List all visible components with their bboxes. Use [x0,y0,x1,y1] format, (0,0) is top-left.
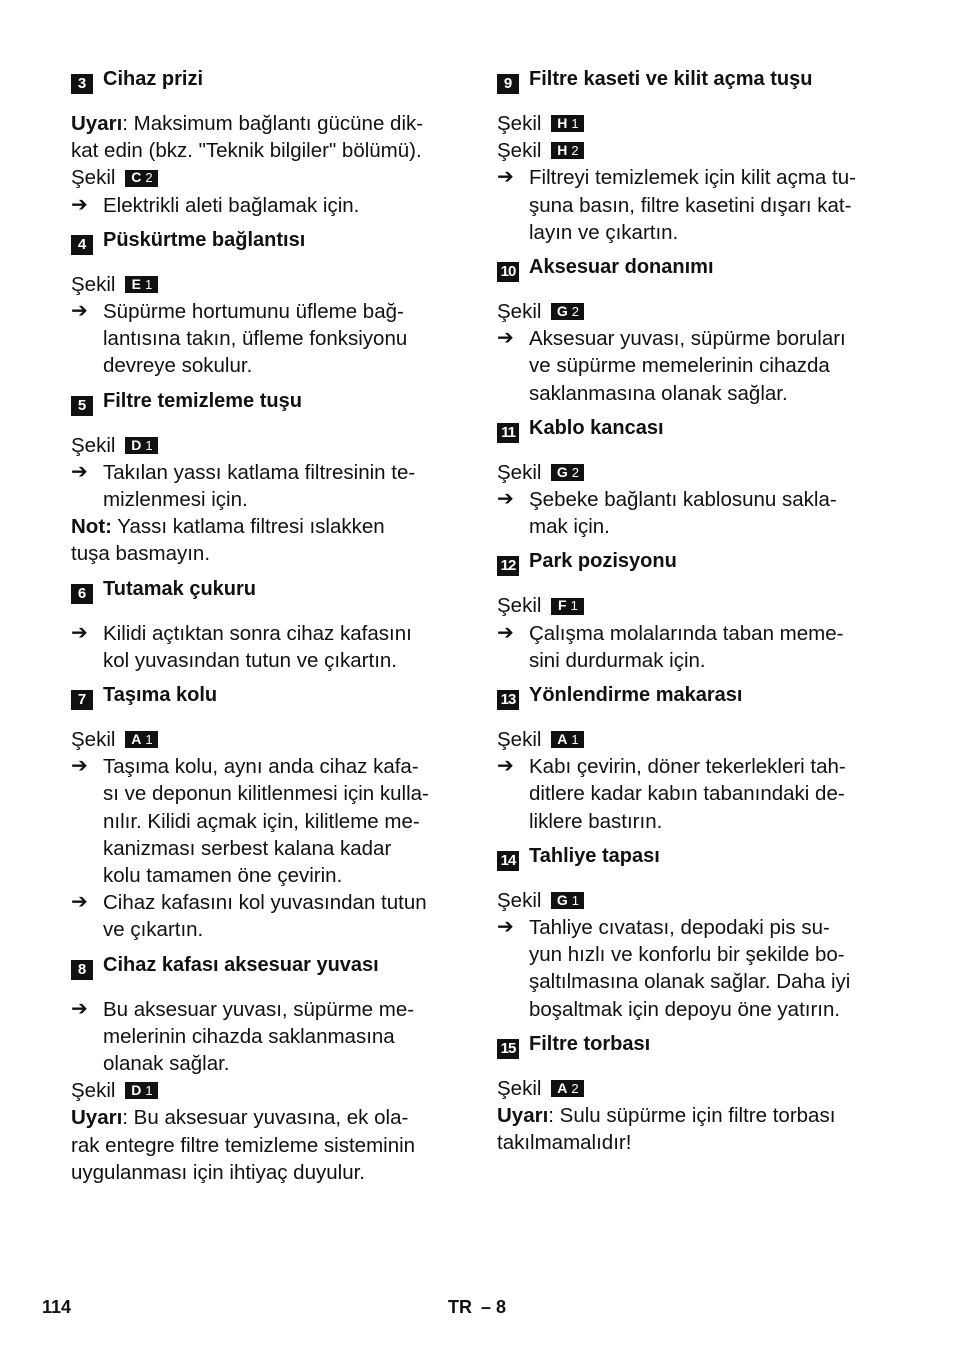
figure-ref: Şekil E 1 [71,271,463,298]
figure-ref: Şekil G 2 [497,459,889,486]
section-12 [497,548,889,674]
page-number: 114 [42,1297,72,1317]
section-number-badge: 14 [497,851,519,871]
arrow-right-icon: ➔ [71,891,88,914]
figure-tag: E 1 [125,276,158,293]
arrow-right-icon: ➔ [71,460,88,483]
warning-line: Uyarı: Bu aksesuar yuvasına, ek ola- [71,1106,409,1130]
section-heading [71,227,463,255]
figure-tag: D 1 [125,437,158,454]
section-number-badge: 10 [497,262,519,282]
section-number-badge: 3 [71,74,93,94]
warning-line: kat edin (bkz. "Teknik bilgiler" bölümü). [71,139,422,163]
warning-line: Uyarı: Sulu süpürme için filtre torbası [497,1104,836,1128]
section-13 [497,682,889,835]
warning-line: takılmamalıdır! [497,1131,632,1155]
bullet-item: ➔ Bu aksesuar yuvası, süpürme me- melerinin cihazda saklanmasına olanak sağlar. [71,997,415,1076]
bullet-item: ➔ Süpürme hortumunu üfleme bağ- lantısına takın, üfleme fonksiyonu devreye sokulur. [71,300,408,378]
section-heading [497,843,889,871]
figure-ref: Şekil H 2 [497,137,889,164]
warning-line: rak entegre filtre temizleme sisteminin [71,1133,416,1157]
figure-tag: C 2 [125,170,158,187]
note-line: tuşa basmayın. [71,542,211,566]
section-title: Filtre kaseti ve kilit açma tuşu [529,68,813,90]
section-title: Tutamak çukuru [103,577,256,600]
arrow-right-icon: ➔ [497,166,514,189]
section-title: Tahliye tapası [529,844,660,867]
left-column [71,66,463,1194]
arrow-right-icon: ➔ [71,621,88,644]
section-title: Cihaz prizi [103,68,204,90]
section-heading [71,388,463,416]
bullet-item: ➔ Aksesuar yuvası, süpürme boruları ve süpürme memelerinin cihazda saklanmasına olanak sağlar. [497,327,846,405]
section-title: Filtre torbası [529,1032,651,1055]
figure-tag: F 1 [551,598,584,615]
section-title: Cihaz kafası aksesuar yuvası [103,953,379,976]
section-15 [497,1031,889,1157]
section-number-badge: 9 [497,74,519,94]
arrow-right-icon: ➔ [497,327,514,350]
arrow-right-icon: ➔ [497,488,514,511]
section-14 [497,843,889,1023]
section-number-badge: 15 [497,1039,519,1059]
arrow-right-icon: ➔ [71,300,88,323]
section-heading [71,952,463,980]
section-heading [497,682,889,710]
section-number-badge: 4 [71,235,93,255]
figure-ref: Şekil G 2 [497,298,889,325]
section-heading [497,66,889,94]
section-8 [71,952,463,1186]
section-11 [497,415,889,541]
figure-tag: H 1 [551,115,584,132]
arrow-right-icon: ➔ [71,997,88,1020]
section-heading [71,66,463,94]
figure-tag: A 2 [551,1080,584,1097]
figure-ref: Şekil A 2 [497,1075,889,1102]
bullet-item: ➔ Elektrikli aleti bağlamak için. [71,192,463,219]
figure-ref: Şekil A 1 [497,726,889,753]
figure-tag: A 1 [551,731,584,748]
warning-label: Uyarı [497,1104,549,1128]
figure-ref: Şekil D 1 [71,432,463,459]
bullet-item: ➔ Tahliye cıvatası, depodaki pis su- yun hızlı ve konforlu bir şekilde bo- şaltılmasına olanak sağlar. Daha iyi boşaltmak için depoyu öne yatırın. [497,916,851,1021]
bullet-item: ➔ Şebeke bağlantı kablosunu sakla- mak için. [497,488,837,539]
bullet-item: ➔ Cihaz kafasını kol yuvasından tutun ve çıkartın. [71,891,427,942]
figure-tag: G 2 [551,464,584,481]
figure-ref: Şekil A 1 [71,726,463,753]
section-number-badge: 13 [497,690,519,710]
bullet-item: ➔ Filtreyi temizlemek için kilit açma tu- şuna basın, filtre kasetini dışarı kat- layın ve çıkartın. [497,166,856,244]
arrow-right-icon: ➔ [71,193,88,216]
section-9 [497,66,889,246]
section-number-badge: 6 [71,584,93,604]
figure-ref: Şekil G 1 [497,887,889,914]
figure-ref: Şekil F 1 [497,592,889,619]
section-title: Aksesuar donanımı [529,256,714,279]
section-title: Park pozisyonu [529,550,677,573]
section-heading [71,682,463,710]
bullet-item: ➔ Kabı çevirin, döner tekerlekleri tah- ditlere kadar kabın tabanındaki de- liklere bastırın. [497,755,846,833]
figure-tag: G 1 [551,892,584,909]
figure-ref: Şekil H 1 [497,110,889,137]
section-title: Filtre temizleme tuşu [103,389,302,412]
bullet-item: ➔ Çalışma molalarında taban meme- sini durdurmak için. [497,621,844,672]
section-3 [71,66,463,219]
figure-tag: H 2 [551,142,584,159]
figure-tag: G 2 [551,303,584,320]
arrow-right-icon: ➔ [497,916,514,939]
section-heading [497,415,889,443]
note-label: Not: [71,515,112,539]
section-title: Püskürtme bağlantısı [103,228,306,251]
figure-tag: D 1 [125,1082,158,1099]
section-title: Yönlendirme makarası [529,684,743,707]
section-4 [71,227,463,380]
right-column [497,66,889,1164]
figure-ref: Şekil D 1 [71,1077,463,1104]
arrow-right-icon: ➔ [497,755,514,778]
section-number-badge: 12 [497,556,519,576]
section-5 [71,388,463,568]
warning-line: uygulanması için ihtiyaç duyulur. [71,1160,365,1184]
warning-label: Uyarı [71,112,123,135]
section-heading [497,1031,889,1059]
figure-tag: A 1 [125,731,158,748]
figure-ref: Şekil C 2 [71,164,463,191]
section-heading [71,576,463,604]
bullet-item: ➔ Taşıma kolu, aynı anda cihaz kafa- sı ve deponun kilitlenmesi için kulla- nılır. Kilidi açmak için, kilitleme me- kanizması serbest kalana kadar kolu tamamen öne çevirin. [71,755,429,888]
warning-label: Uyarı [71,1106,123,1130]
section-title: Taşıma kolu [103,684,218,707]
section-number-badge: 11 [497,423,519,443]
section-7 [71,682,463,944]
section-10 [497,254,889,407]
note-line: Not: Yassı katlama filtresi ıslakken [71,515,385,539]
warning-line: Uyarı: Maksimum bağlantı gücüne dik- [71,112,424,135]
section-number-badge: 7 [71,690,93,710]
arrow-right-icon: ➔ [71,755,88,778]
section-heading [497,254,889,282]
section-6 [71,576,463,674]
arrow-right-icon: ➔ [497,621,514,644]
section-heading [497,548,889,576]
section-number-badge: 5 [71,396,93,416]
bullet-item: ➔ Takılan yassı katlama filtresinin te- mizlenmesi için. [71,460,416,512]
section-title: Kablo kancası [529,416,664,439]
language-page-marker: TR – 8 [448,1297,507,1317]
bullet-item: ➔ Kilidi açtıktan sonra cihaz kafasını kol yuvasından tutun ve çıkartın. [71,621,412,672]
section-number-badge: 8 [71,960,93,980]
